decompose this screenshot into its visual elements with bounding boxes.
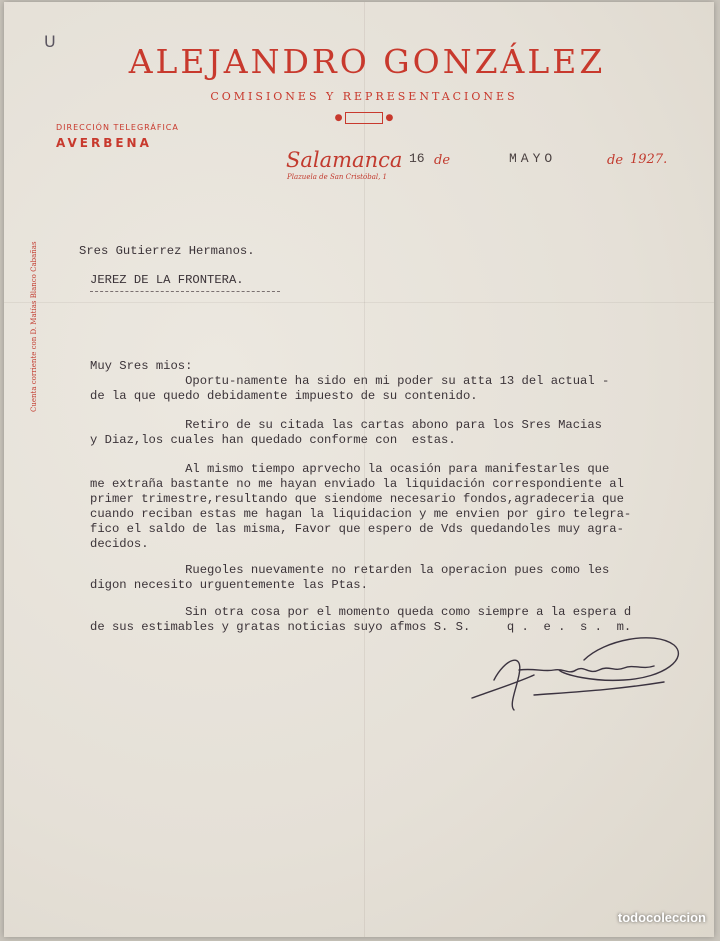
body-line: de la que quedo debidamente impuesto de su contenido. (90, 389, 478, 403)
letter-page (4, 2, 714, 937)
salutation: Muy Sres mios: (90, 359, 193, 373)
letterhead-ornament (309, 112, 419, 124)
body-line: fico el saldo de las misma, Favor que espero de Vds quedandoles muy agra- (90, 522, 624, 536)
body-line: cuando reciban estas me hagan la liquidacion y me envien por giro telegra- (90, 507, 632, 521)
corner-mark: U (44, 32, 56, 51)
date-de-1: de (434, 153, 451, 168)
date-year: 1927. (630, 152, 668, 167)
underline-dashes (90, 291, 280, 292)
telegraph-label: DIRECCIÓN TELEGRÁFICA (56, 123, 179, 132)
date-day: 16 (409, 151, 425, 166)
body-line: Oportu-namente ha sido en mi poder su atta 13 del actual - (90, 374, 610, 388)
body-line: digon necesito urguentemente las Ptas. (90, 578, 368, 592)
body-line: Al mismo tiempo aprvecho la ocasión para manifestarles que (90, 462, 610, 476)
watermark: todocoleccion (617, 910, 706, 925)
body-line: de sus estimables y gratas noticias suyo afmos S. S. q . e . s . m. (90, 620, 632, 634)
city-name: Salamanca (286, 148, 403, 172)
body-line: me extraña bastante no me hayan enviado la liquidación correspondiente al (90, 477, 624, 491)
date-month: MAYO (509, 151, 557, 166)
ornament-box (345, 112, 382, 124)
body-line: y Diaz,los cuales han quedado conforme con estas. (90, 433, 456, 447)
body-line: Ruegoles nuevamente no retarden la operacion pues como les (90, 563, 610, 577)
body-line: decidos. (90, 537, 149, 551)
ornament-dot-icon: ● (334, 113, 343, 123)
fold-line-horizontal (4, 302, 714, 303)
side-note: Cuenta corriente con D. Matías Blanco Cabañas (30, 241, 38, 412)
telegraph-value: AVERBENA (56, 136, 152, 150)
letterhead-subtitle: COMISIONES Y REPRESENTACIONES (210, 90, 518, 103)
body-line: Sin otra cosa por el momento queda como siempre a la espera d (90, 605, 632, 619)
address: Plazuela de San Cristóbal, 1 (287, 173, 388, 181)
date-de-2: de (607, 153, 624, 168)
recipient-name: Sres Gutierrez Hermanos. (79, 244, 255, 258)
recipient-location: JEREZ DE LA FRONTERA. (90, 273, 244, 287)
signature (464, 620, 694, 720)
letterhead-name: ALEJANDRO GONZÁLEZ (128, 42, 606, 81)
body-line: Retiro de su citada las cartas abono para los Sres Macias (90, 418, 602, 432)
ornament-dot-icon: ● (385, 113, 394, 123)
body-line: primer trimestre,resultando que siendome necesario fondos,agradeceria que (90, 492, 624, 506)
